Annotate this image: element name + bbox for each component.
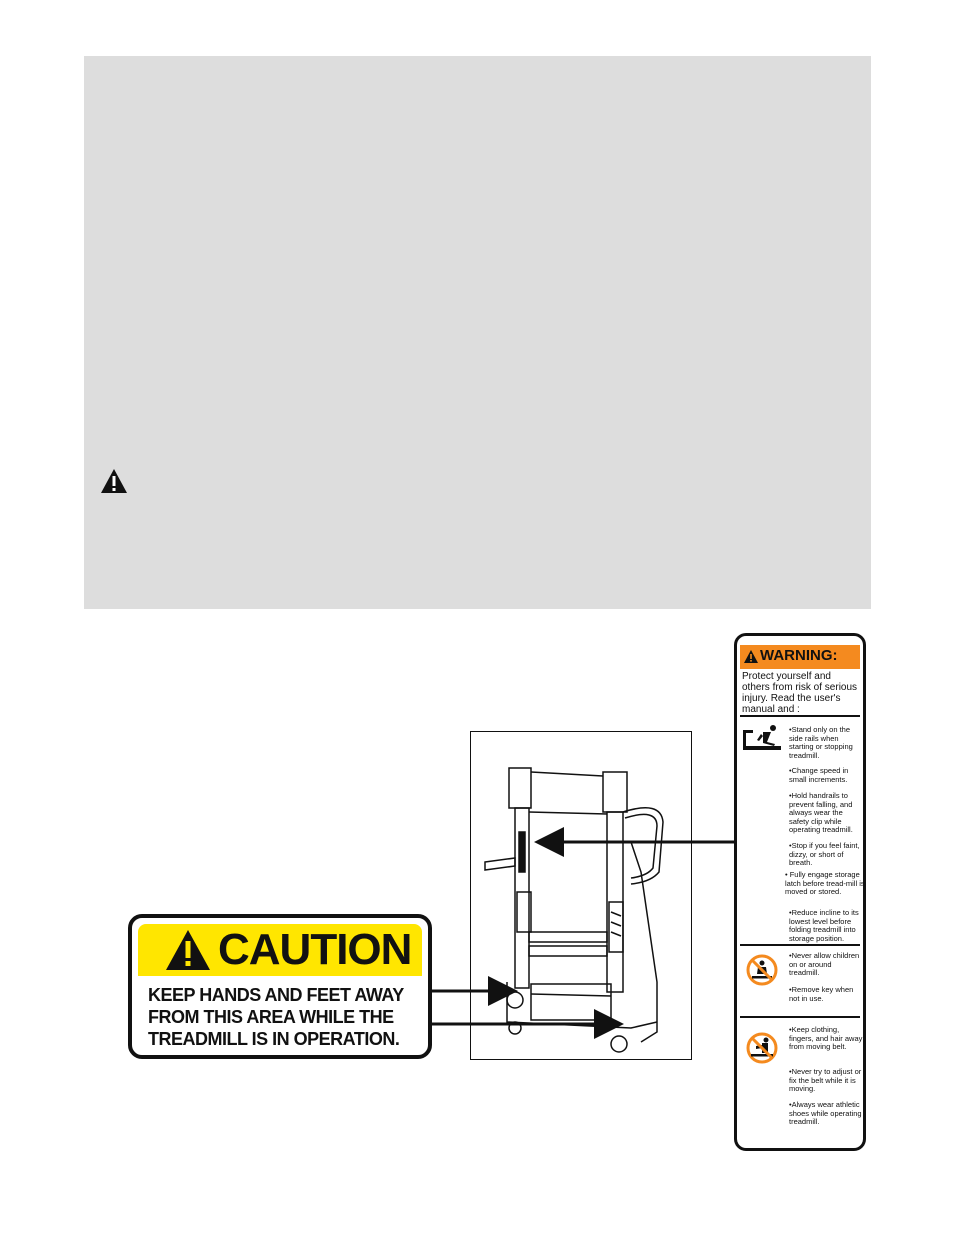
warning-header (740, 645, 860, 669)
caution-line: KEEP HANDS AND FEET AWAY (148, 985, 404, 1005)
warning-triangle-small-icon (744, 650, 758, 663)
warning-label (734, 633, 866, 1151)
warning-bullet: •Stop if you feel faint, dizzy, or short of breath. (789, 841, 860, 867)
warning-bullet: •Always wear athletic shoes while operating treadmill. (789, 1100, 862, 1126)
warning-intro: Protect yourself and others from risk of serious injury. Read the user's manual and : (742, 671, 858, 715)
warning-divider (740, 715, 860, 717)
caution-title: CAUTION (218, 925, 412, 974)
warning-triangle-icon (100, 468, 128, 494)
caution-exclamation-icon (164, 928, 212, 972)
warning-bullet: •Change speed in small increments. (789, 766, 849, 784)
warning-divider (740, 1016, 860, 1018)
caution-label (128, 914, 432, 1059)
warning-bullet: • Fully engage storage latch before tread-mill is moved or stored. (785, 870, 865, 896)
warning-divider (740, 944, 860, 946)
no-hands-belt-icon (746, 1032, 778, 1064)
warning-bullet: •Remove key when not in use. (789, 985, 854, 1003)
treadmill-illustration (471, 732, 693, 1061)
warning-bullet: •Never try to adjust or fix the belt while it is moving. (789, 1067, 862, 1093)
caution-line: TREADMILL IS IN OPERATION. (148, 1029, 400, 1049)
caution-header (138, 924, 422, 976)
warning-title: WARNING: (760, 647, 838, 664)
gray-notice-box (84, 56, 871, 609)
caution-message (148, 984, 432, 1050)
warning-bullet: •Keep clothing, fingers, and hair away from moving belt. (789, 1025, 863, 1051)
person-falling-icon (743, 722, 783, 752)
warning-bullet: •Stand only on the side rails when starting or stopping treadmill. (789, 725, 853, 760)
no-children-icon (746, 954, 778, 986)
warning-bullet: •Never allow children on or around treadmill. (789, 951, 860, 977)
treadmill-illustration-frame (470, 731, 692, 1060)
caution-line: FROM THIS AREA WHILE THE (148, 1007, 394, 1027)
warning-bullet: •Reduce incline to its lowest level before folding treadmill into storage position. (789, 908, 859, 943)
warning-bullet: •Hold handrails to prevent falling, and always wear the safety clip while operating treadmill. (789, 791, 853, 834)
